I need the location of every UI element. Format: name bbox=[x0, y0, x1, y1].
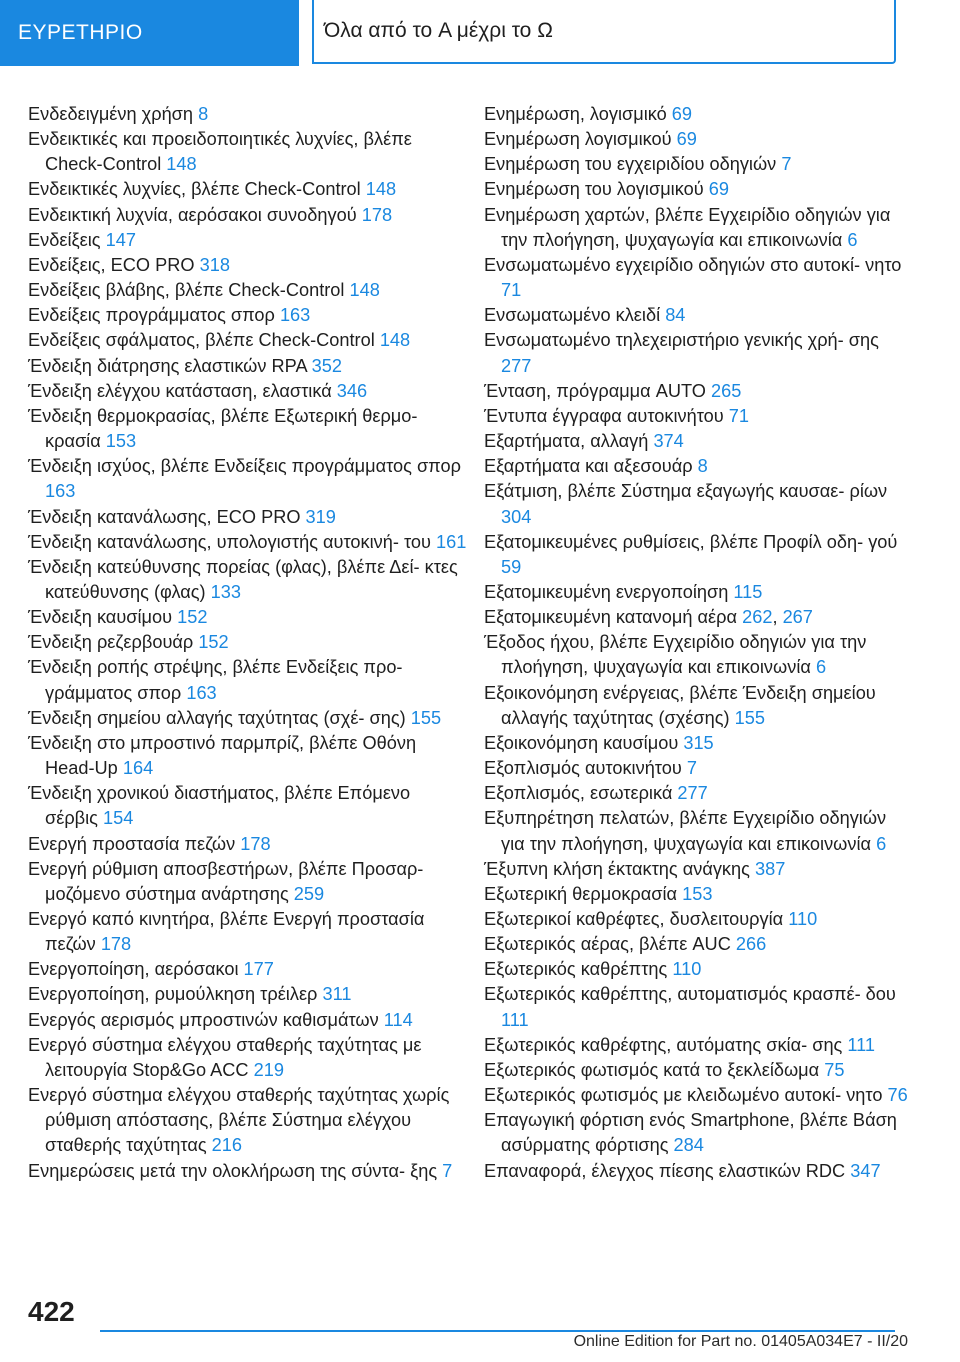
index-entry bbox=[28, 328, 468, 353]
index-entry bbox=[28, 630, 468, 655]
index-entry bbox=[484, 454, 914, 479]
index-entry-text: Ένδειξη καυσίμου bbox=[28, 607, 178, 628]
index-entry-text: Ενδείξεις, ECO PRO bbox=[28, 254, 200, 275]
index-entry-text: Εξαρτήματα και αξεσουάρ bbox=[484, 456, 698, 477]
page-link[interactable]: 7 bbox=[442, 1160, 453, 1181]
index-entry-text: Ενεργοποίηση, αερόσακοι bbox=[28, 959, 244, 980]
page-link[interactable]: 347 bbox=[850, 1160, 881, 1181]
page-link[interactable]: 154 bbox=[103, 808, 134, 829]
index-entry-text: Εξοπλισμός, εσωτερικά bbox=[484, 783, 678, 804]
index-entry bbox=[484, 1058, 914, 1083]
index-entry-text: Ενεργό σύστημα ελέγχου σταθερής ταχύτητας χωρίς ρύθμιση απόστασης, βλέπε Σύστημα ελέγχου σταθερής ταχύτητας bbox=[28, 1085, 450, 1156]
index-entry-text: Ενδεικτικές λυχνίες, βλέπε Check-Control bbox=[28, 179, 366, 200]
index-entry bbox=[484, 328, 914, 378]
index-entry bbox=[28, 505, 468, 530]
index-entry-text: Ενημέρωση του εγχειριδίου οδηγιών bbox=[484, 154, 782, 175]
page-link[interactable]: 111 bbox=[847, 1034, 876, 1055]
page-link[interactable]: 352 bbox=[311, 355, 342, 376]
index-entry bbox=[28, 404, 468, 454]
index-entry-text: Εξωτερική θερμοκρασία bbox=[484, 883, 683, 904]
page-link[interactable]: 277 bbox=[677, 783, 708, 804]
page-link[interactable]: 219 bbox=[253, 1059, 284, 1080]
index-column-right bbox=[484, 102, 914, 1184]
index-entry bbox=[484, 152, 914, 177]
index-entry-text: Ενημέρωση, λογισμικό bbox=[484, 104, 672, 124]
index-entry bbox=[484, 756, 914, 781]
index-entry-text: Εξωτερικός αέρας, βλέπε AUC bbox=[484, 934, 736, 955]
index-entry bbox=[28, 127, 468, 177]
index-entry-text: Ενημέρωση λογισμικού bbox=[484, 129, 677, 150]
index-entry bbox=[28, 253, 468, 278]
page-link[interactable]: 284 bbox=[673, 1135, 704, 1156]
index-entry-text: Ενδεικτικές και προειδοποιητικές λυχνίες, βλέπε Check-Control bbox=[28, 129, 412, 175]
page-link[interactable]: 115 bbox=[733, 581, 763, 602]
page-link[interactable]: 161 bbox=[436, 531, 467, 552]
page-link[interactable]: 163 bbox=[45, 481, 76, 502]
page-link[interactable]: 315 bbox=[683, 732, 714, 753]
page-link[interactable]: 277 bbox=[501, 355, 532, 376]
page-link[interactable]: 84 bbox=[665, 305, 686, 326]
page-number: 422 bbox=[28, 1296, 75, 1327]
index-entry bbox=[484, 303, 914, 328]
index-entry bbox=[28, 530, 468, 555]
index-entry-text: Ένδειξη κατανάλωσης, ECO PRO bbox=[28, 506, 306, 527]
index-entry bbox=[28, 655, 468, 705]
page-link[interactable]: 155 bbox=[734, 707, 765, 728]
page-link[interactable]: 8 bbox=[198, 104, 209, 124]
page-link[interactable]: 311 bbox=[322, 984, 352, 1005]
index-entry-text: Εξοικονόμηση καυσίμου bbox=[484, 732, 684, 753]
index-entry-text: Εξωτερικός φωτισμός με κλειδωμένο αυτοκί- νητο bbox=[484, 1085, 888, 1106]
chapter-title-box bbox=[312, 0, 896, 64]
index-entry bbox=[28, 203, 468, 228]
index-entry bbox=[28, 1159, 468, 1184]
page-link[interactable]: 148 bbox=[349, 280, 380, 301]
index-entry bbox=[484, 1033, 914, 1058]
page-link[interactable]: 148 bbox=[379, 330, 411, 351]
index-entry bbox=[484, 932, 914, 957]
index-entry-text: Επαγωγική φόρτιση ενός Smartphone, βλέπε Βάση ασύρματης φόρτισης bbox=[484, 1110, 897, 1156]
footer-divider bbox=[100, 1330, 895, 1332]
index-entry bbox=[484, 580, 914, 605]
page-link[interactable]: 69 bbox=[676, 129, 697, 150]
page-link[interactable]: 262 bbox=[742, 607, 773, 628]
page-link[interactable]: 8 bbox=[697, 456, 708, 477]
page-link[interactable]: 59 bbox=[501, 556, 522, 577]
page-link[interactable]: 155 bbox=[410, 707, 442, 728]
index-entry bbox=[28, 379, 468, 404]
index-entry-text: Ένδειξη κατεύθυνσης πορείας (φλας), βλέπε Δεί- κτες κατεύθυνσης (φλας) bbox=[28, 556, 458, 602]
page-link[interactable]: 178 bbox=[361, 204, 393, 225]
index-entry-text: Εξαρτήματα, αλλαγή bbox=[484, 431, 654, 452]
index-entry-text: Εξατομικευμένες ρυθμίσεις, βλέπε Προφίλ οδη- γού bbox=[484, 531, 898, 552]
index-column-left bbox=[28, 102, 468, 1184]
index-entry bbox=[28, 303, 468, 328]
index-entry-text: Ενδείξεις bbox=[28, 229, 106, 250]
page-link[interactable]: 76 bbox=[887, 1085, 908, 1106]
index-entry-text: Εξωτερικοί καθρέφτες, δυσλειτουργία bbox=[484, 909, 789, 929]
index-entry-text: Ένταση, πρόγραμμα AUTO bbox=[484, 380, 711, 401]
index-entry bbox=[28, 1008, 468, 1033]
index-entry bbox=[28, 454, 468, 504]
index-entry-text: Έξυπνη κλήση έκτακτης ανάγκης bbox=[484, 858, 755, 879]
index-entry bbox=[484, 907, 914, 932]
page-link[interactable]: 152 bbox=[177, 607, 208, 628]
index-entry bbox=[484, 857, 914, 882]
index-entry-text: Επαναφορά, έλεγχος πίεσης ελαστικών RDC bbox=[484, 1160, 851, 1181]
page-link[interactable]: 318 bbox=[199, 254, 230, 275]
index-entry bbox=[28, 982, 468, 1007]
index-entry bbox=[28, 555, 468, 605]
page-link[interactable]: 147 bbox=[105, 229, 136, 250]
index-entry-text: Εξάτμιση, βλέπε Σύστημα εξαγωγής καυσαε- ρίων bbox=[484, 481, 888, 502]
index-entry-text: Εξοικονόμηση ενέργειας, βλέπε Ένδειξη σημείου αλλαγής ταχύτητας (σχέσης) bbox=[484, 682, 876, 728]
index-entry bbox=[484, 882, 914, 907]
index-entry-text: Έξοδος ήχου, βλέπε Εγχειρίδιο οδηγιών για την πλοήγηση, ψυχαγωγία και επικοινωνία bbox=[484, 632, 867, 678]
edition-footer: Online Edition for Part no. 01405A034E7 - II/20 bbox=[573, 1333, 908, 1350]
page-link[interactable]: 346 bbox=[336, 380, 368, 401]
index-entry-text: Ένδειξη χρονικού διαστήματος, βλέπε Επόμενο σέρβις bbox=[28, 783, 411, 829]
index-entry bbox=[484, 1108, 914, 1158]
section-tab[interactable] bbox=[0, 0, 299, 66]
index-entry-text: Ένδειξη ρεζερβουάρ bbox=[28, 632, 199, 653]
index-entry bbox=[484, 530, 914, 580]
index-entry-text: Εξατομικευμένη ενεργοποίηση bbox=[484, 581, 734, 602]
index-entry-text: Ενεργή προστασία πεζών bbox=[28, 833, 241, 854]
index-entry bbox=[28, 706, 468, 731]
index-entry-text: Ενεργή ρύθμιση αποσβεστήρων, βλέπε Προσαρ- μοζόμενο σύστημα ανάρτησης bbox=[28, 858, 424, 904]
page-link[interactable]: 71 bbox=[501, 280, 522, 301]
index-entry: Εξατομικευμένη κατανομή αέρα 262, 267 bbox=[484, 607, 813, 628]
index-entry bbox=[28, 1033, 468, 1083]
index-entry-text: Εξοπλισμός αυτοκινήτου bbox=[484, 758, 687, 779]
page-link[interactable]: 133 bbox=[210, 581, 242, 602]
index-entry bbox=[28, 1083, 468, 1158]
index-entry bbox=[484, 681, 914, 731]
page-link[interactable]: 6 bbox=[847, 229, 858, 250]
index-entry-text: Ενεργό σύστημα ελέγχου σταθερής ταχύτητας με λειτουργία Stop&Go ACC bbox=[28, 1034, 422, 1080]
index-entry-text: Εξωτερικός καθρέπτης bbox=[484, 959, 673, 980]
index-entry-text: Ενσωματωμένο τηλεχειριστήριο γενικής χρή- σης bbox=[484, 330, 879, 351]
index-entry-text: Ενδεδειγμένη χρήση bbox=[28, 104, 199, 124]
page-link[interactable]: 153 bbox=[682, 883, 713, 904]
index-entry bbox=[484, 806, 914, 856]
index-entry-text: Εξατομικευμένη κατανομή αέρα bbox=[484, 607, 743, 628]
page-link[interactable]: 266 bbox=[735, 934, 767, 955]
index-entry bbox=[28, 731, 468, 781]
page-link[interactable]: 304 bbox=[501, 506, 532, 527]
page-link[interactable]: 265 bbox=[710, 380, 742, 401]
page-link[interactable]: 178 bbox=[100, 934, 132, 955]
index-entry-text: Εξωτερικός καθρέφτης, αυτόματης σκία- σης bbox=[484, 1034, 848, 1055]
index-entry-text: Ενεργός αερισμός μπροστινών καθισμάτων bbox=[28, 1009, 384, 1030]
index-entry-text: Ενεργό καπό κινητήρα, βλέπε Ενεργή προστασία πεζών bbox=[28, 909, 425, 955]
page-link[interactable]: 7 bbox=[781, 154, 792, 175]
page-link[interactable]: 110 bbox=[788, 909, 818, 929]
page-header bbox=[0, 0, 960, 70]
index-entry bbox=[28, 605, 468, 630]
index-entry-text: Ένδειξη ροπής στρέψης, βλέπε Ενδείξεις προ- γράμματος σπορ bbox=[28, 657, 403, 703]
index-entry bbox=[484, 781, 914, 806]
index-entry bbox=[28, 354, 468, 379]
index-entry-text: Ένδειξη σημείου αλλαγής ταχύτητας (σχέ- σης) bbox=[28, 707, 411, 728]
index-entry-text: Ενημερώσεις μετά την ολοκλήρωση της σύντα- ξης bbox=[28, 1160, 443, 1181]
index-entry bbox=[484, 404, 914, 429]
index-entry-text: Ενσωματωμένο εγχειρίδιο οδηγιών στο αυτοκί- νητο bbox=[484, 254, 902, 275]
page-link[interactable]: 259 bbox=[293, 883, 325, 904]
page-link[interactable]: 163 bbox=[279, 305, 311, 326]
index-entry-text: Εξωτερικός καθρέπτης, αυτοματισμός κρασπέ- δου bbox=[484, 984, 896, 1005]
section-label: ΕΥΡΕΤΗΡΙΟ bbox=[18, 21, 143, 44]
page-link[interactable]: 69 bbox=[708, 179, 729, 200]
index-entry-text: Ενδεικτική λυχνία, αερόσακοι συνοδηγού bbox=[28, 204, 362, 225]
page-link[interactable]: 75 bbox=[824, 1059, 845, 1080]
page-link[interactable]: 71 bbox=[728, 405, 749, 426]
page-link[interactable]: 216 bbox=[211, 1135, 243, 1156]
index-entry-text: Ενημέρωση του λογισμικού bbox=[484, 179, 709, 200]
page-link[interactable]: 267 bbox=[782, 607, 813, 628]
index-entry-text: Ένδειξη ελέγχου κατάσταση, ελαστικά bbox=[28, 380, 337, 401]
page-link[interactable]: 163 bbox=[186, 682, 217, 703]
page-link[interactable]: 374 bbox=[653, 431, 684, 452]
index-entry-text: Ενδείξεις προγράμματος σπορ bbox=[28, 305, 280, 326]
page-link[interactable]: 69 bbox=[671, 104, 693, 124]
index-entry bbox=[28, 957, 468, 982]
index-entry-text: Ενσωματωμένο κλειδί bbox=[484, 305, 666, 326]
index-entry-text: Ενεργοποίηση, ρυμούλκηση τρέιλερ bbox=[28, 984, 323, 1005]
index-entry-text: Έντυπα έγγραφα αυτοκινήτου bbox=[484, 405, 729, 426]
index-entry bbox=[484, 429, 914, 454]
index-entry bbox=[484, 102, 914, 127]
index-entry-text: Ένδειξη διάτρησης ελαστικών RPA bbox=[28, 355, 312, 376]
page-link[interactable]: 111 bbox=[501, 1009, 529, 1030]
index-entry bbox=[484, 127, 914, 152]
index-entry bbox=[484, 630, 914, 680]
chapter-title: Όλα από το A μέχρι το Ω bbox=[324, 19, 553, 42]
index-entry bbox=[484, 1159, 914, 1184]
page-link[interactable]: 319 bbox=[305, 506, 336, 527]
index-entry-text: Ενδείξεις σφάλματος, βλέπε Check-Control bbox=[28, 330, 380, 351]
index-entry-text: Ένδειξη στο μπροστινό παρμπρίζ, βλέπε Οθόνη Head-Up bbox=[28, 732, 417, 779]
index-entry bbox=[484, 957, 914, 982]
page-link[interactable]: 164 bbox=[122, 758, 154, 779]
page-link[interactable]: 387 bbox=[754, 858, 786, 879]
index-entry-text: Εξωτερικός φωτισμός κατά το ξεκλείδωμα bbox=[484, 1059, 825, 1080]
index-entry-text: Ένδειξη θερμοκρασίας, βλέπε Εξωτερική θερμο- κρασία bbox=[28, 405, 418, 452]
page-link[interactable]: 178 bbox=[240, 833, 271, 854]
index-entry bbox=[28, 907, 468, 957]
index-entry-text: Εξυπηρέτηση πελατών, βλέπε Εγχειρίδιο οδηγιών για την πλοήγηση, ψυχαγωγία και επικοινωνία bbox=[484, 808, 887, 854]
index-entry bbox=[484, 177, 914, 202]
page-link[interactable]: 153 bbox=[105, 431, 137, 452]
index-entry bbox=[28, 228, 468, 253]
page-link[interactable]: 148 bbox=[166, 154, 197, 175]
index-entry-text: Ενδείξεις βλάβης, βλέπε Check-Control bbox=[28, 280, 350, 301]
index-entry bbox=[28, 781, 468, 831]
index-entry-text: Ενημέρωση χαρτών, βλέπε Εγχειρίδιο οδηγιών για την πλοήγηση, ψυχαγωγία και επικοινωνία bbox=[484, 204, 891, 250]
index-entry bbox=[484, 479, 914, 529]
page-link[interactable]: 148 bbox=[365, 179, 397, 200]
index-entry bbox=[28, 857, 468, 907]
page-link[interactable]: 110 bbox=[672, 959, 702, 980]
index-entry bbox=[484, 1083, 914, 1108]
index-entry-text: Ένδειξη κατανάλωσης, υπολογιστής αυτοκινή- του bbox=[28, 531, 437, 552]
index-entry bbox=[28, 832, 468, 857]
index-entry bbox=[28, 102, 468, 127]
index-entry bbox=[484, 731, 914, 756]
index-entry bbox=[484, 253, 914, 303]
page-link[interactable]: 6 bbox=[815, 657, 827, 678]
index-entry bbox=[484, 379, 914, 404]
index-entry bbox=[484, 203, 914, 253]
index-entry bbox=[28, 278, 468, 303]
index-entry bbox=[28, 177, 468, 202]
index-entry bbox=[484, 982, 914, 1032]
index-entry-text: Ένδειξη ισχύος, βλέπε Ενδείξεις προγράμματος σπορ bbox=[28, 456, 461, 477]
page-link[interactable]: 6 bbox=[876, 833, 887, 854]
page-link[interactable]: 152 bbox=[198, 632, 229, 653]
page-link[interactable]: 114 bbox=[383, 1009, 413, 1030]
page-link[interactable]: 7 bbox=[686, 758, 697, 779]
page-link[interactable]: 177 bbox=[243, 959, 274, 980]
